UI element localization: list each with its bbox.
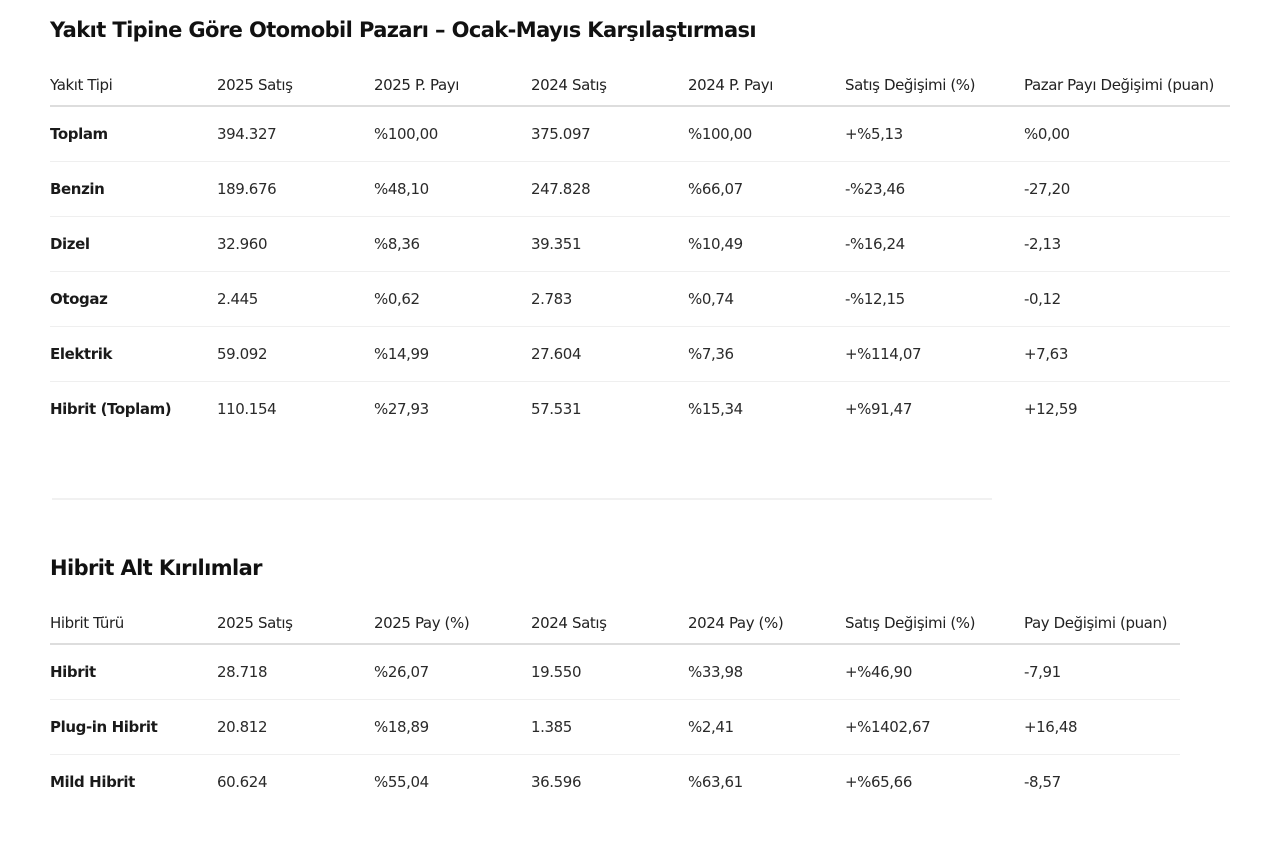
col-header-sales-change: Satış Değişimi (%)	[845, 614, 976, 632]
table-row	[50, 106, 1230, 162]
cell-share-change: +7,63	[1024, 345, 1068, 363]
cell-2025-share: %100,00	[374, 125, 438, 143]
col-header-2024-share: 2024 Pay (%)	[688, 614, 784, 632]
cell-share-change: +12,59	[1024, 400, 1078, 418]
row-label: Hibrit	[50, 663, 96, 681]
cell-2024-share: %10,49	[688, 235, 743, 253]
cell-2025-sales: 59.092	[217, 345, 268, 363]
row-label: Otogaz	[50, 290, 108, 308]
row-label: Toplam	[50, 125, 108, 143]
cell-sales-change: -%23,46	[845, 180, 905, 198]
cell-sales-change: -%12,15	[845, 290, 905, 308]
cell-sales-change: +%46,90	[845, 663, 912, 681]
cell-2024-sales: 36.596	[531, 773, 582, 791]
row-label: Dizel	[50, 235, 90, 253]
cell-2024-sales: 2.783	[531, 290, 572, 308]
col-header-share-change: Pay Değişimi (puan)	[1024, 614, 1168, 632]
col-header-2025-sales: 2025 Satış	[217, 76, 293, 94]
section-divider	[52, 498, 992, 500]
cell-share-change: -7,91	[1024, 663, 1061, 681]
cell-2024-share: %15,34	[688, 400, 743, 418]
table-row	[50, 700, 1180, 755]
col-header-hybrid-type: Hibrit Türü	[50, 614, 124, 632]
cell-share-change: -27,20	[1024, 180, 1070, 198]
hybrid-breakdown-table	[50, 603, 1180, 809]
table-header-row	[50, 603, 1180, 644]
table-row	[50, 217, 1230, 272]
fuel-table-title: Yakıt Tipine Göre Otomobil Pazarı – Ocak-Mayıs Karşılaştırması	[50, 18, 757, 42]
hybrid-table-title: Hibrit Alt Kırılımlar	[50, 556, 262, 580]
cell-2024-share: %66,07	[688, 180, 743, 198]
cell-2025-share: %0,62	[374, 290, 420, 308]
cell-share-change: -8,57	[1024, 773, 1061, 791]
cell-2024-sales: 19.550	[531, 663, 582, 681]
cell-2025-sales: 60.624	[217, 773, 268, 791]
table-row	[50, 755, 1180, 810]
cell-sales-change: +%114,07	[845, 345, 922, 363]
cell-2024-share: %33,98	[688, 663, 743, 681]
cell-share-change: +16,48	[1024, 718, 1078, 736]
table-row	[50, 272, 1230, 327]
cell-2025-sales: 32.960	[217, 235, 268, 253]
table-row	[50, 162, 1230, 217]
col-header-2024-sales: 2024 Satış	[531, 76, 607, 94]
table-row	[50, 644, 1180, 700]
row-label: Benzin	[50, 180, 105, 198]
fuel-type-table	[50, 65, 1230, 436]
fuel-type-section	[50, 18, 1230, 436]
col-header-2024-share: 2024 P. Payı	[688, 76, 773, 94]
hybrid-breakdown-section	[50, 556, 1180, 809]
cell-sales-change: +%1402,67	[845, 718, 931, 736]
cell-2025-sales: 28.718	[217, 663, 268, 681]
cell-sales-change: +%65,66	[845, 773, 912, 791]
row-label: Hibrit (Toplam)	[50, 400, 172, 418]
col-header-2024-sales: 2024 Satış	[531, 614, 607, 632]
cell-2025-sales: 2.445	[217, 290, 258, 308]
cell-2025-share: %55,04	[374, 773, 429, 791]
cell-2025-sales: 20.812	[217, 718, 268, 736]
cell-share-change: %0,00	[1024, 125, 1070, 143]
cell-2024-sales: 57.531	[531, 400, 582, 418]
cell-2024-sales: 27.604	[531, 345, 582, 363]
col-header-sales-change: Satış Değişimi (%)	[845, 76, 976, 94]
row-label: Plug-in Hibrit	[50, 718, 158, 736]
cell-2024-sales: 39.351	[531, 235, 582, 253]
row-label: Mild Hibrit	[50, 773, 135, 791]
cell-2025-sales: 189.676	[217, 180, 277, 198]
table-row	[50, 327, 1230, 382]
cell-2024-share: %0,74	[688, 290, 734, 308]
cell-2024-sales: 375.097	[531, 125, 591, 143]
cell-2025-share: %8,36	[374, 235, 420, 253]
cell-2025-sales: 394.327	[217, 125, 277, 143]
cell-sales-change: +%5,13	[845, 125, 903, 143]
cell-share-change: -0,12	[1024, 290, 1061, 308]
cell-2025-share: %18,89	[374, 718, 429, 736]
cell-2024-share: %7,36	[688, 345, 734, 363]
cell-sales-change: -%16,24	[845, 235, 905, 253]
cell-2025-share: %14,99	[374, 345, 429, 363]
table-header-row	[50, 65, 1230, 106]
col-header-2025-share: 2025 Pay (%)	[374, 614, 470, 632]
cell-share-change: -2,13	[1024, 235, 1061, 253]
cell-sales-change: +%91,47	[845, 400, 912, 418]
cell-2025-share: %27,93	[374, 400, 429, 418]
cell-2024-share: %2,41	[688, 718, 734, 736]
cell-2025-sales: 110.154	[217, 400, 277, 418]
table-row	[50, 382, 1230, 437]
cell-2024-sales: 1.385	[531, 718, 572, 736]
cell-2025-share: %26,07	[374, 663, 429, 681]
row-label: Elektrik	[50, 345, 113, 363]
col-header-fuel-type: Yakıt Tipi	[50, 76, 113, 94]
cell-2024-share: %63,61	[688, 773, 743, 791]
cell-2024-share: %100,00	[688, 125, 752, 143]
cell-2025-share: %48,10	[374, 180, 429, 198]
cell-2024-sales: 247.828	[531, 180, 591, 198]
col-header-share-change: Pazar Payı Değişimi (puan)	[1024, 76, 1214, 94]
col-header-2025-sales: 2025 Satış	[217, 614, 293, 632]
col-header-2025-share: 2025 P. Payı	[374, 76, 459, 94]
